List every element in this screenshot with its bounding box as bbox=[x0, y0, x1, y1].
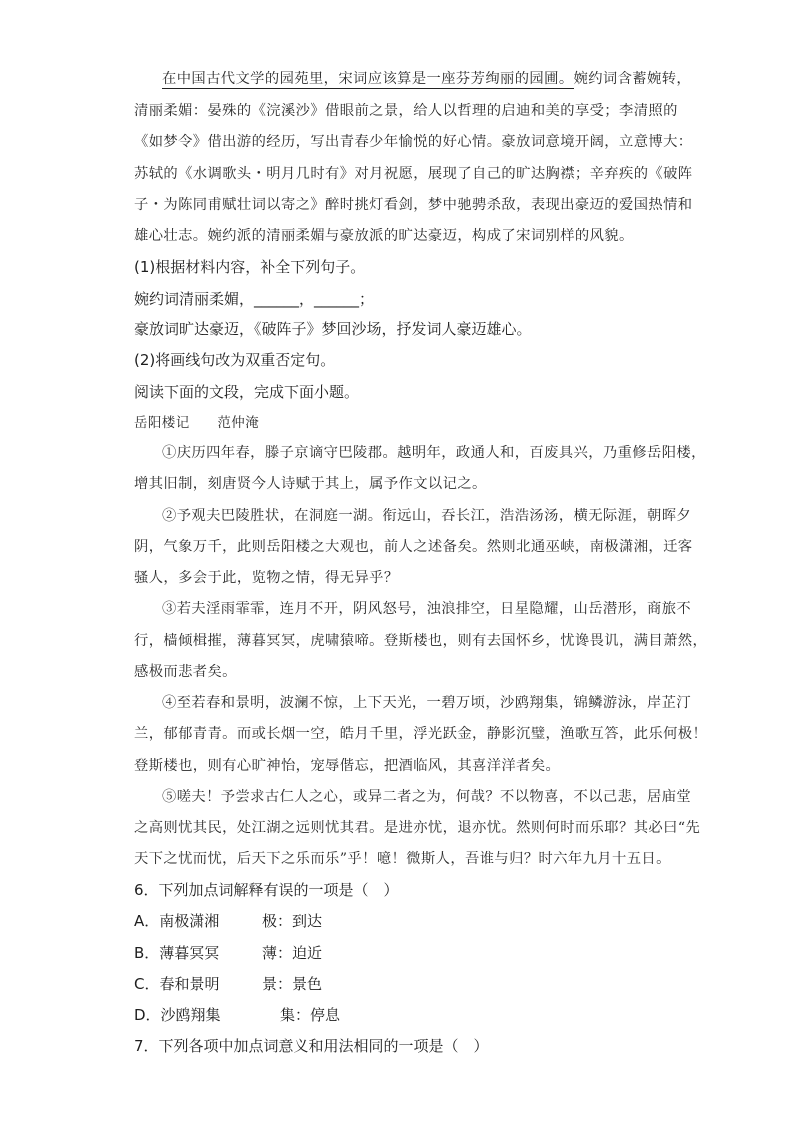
q6-option-b[interactable]: B．薄暮冥冥 薄：迫近 bbox=[134, 944, 323, 962]
passage-line: 骚人，多会于此，览物之情，得无异乎？ bbox=[134, 570, 399, 586]
q1-line-2: 豪放词旷达豪迈，《破阵子》梦回沙场，抒发词人豪迈雄心。 bbox=[134, 320, 532, 338]
passage-line: 阴，气象万千，此则岳阳楼之大观也，前人之述备矣。然则北通巫峡，南极潇湘，迁客 bbox=[134, 539, 693, 555]
passage-line: ③若夫淫雨霏霏，连月不开，阴风怒号，浊浪排空，日星隐耀，山岳潜形，商旅不 bbox=[162, 601, 692, 617]
intro-line-6: 雄心壮志。婉约派的清丽柔媚与豪放派的旷达豪迈，构成了宋词别样的风貌。 bbox=[134, 228, 634, 244]
intro-line-4: 苏轼的《水调歌头・明月几时有》对月祝愿，展现了自己的旷达胸襟；辛弃疾的《破阵 bbox=[134, 166, 693, 182]
reading-instruction: 阅读下面的文段，完成下面小题。 bbox=[134, 383, 360, 401]
q6-option-d[interactable]: D．沙鸥翔集 集：停息 bbox=[134, 1006, 341, 1024]
q6-option-c[interactable]: C．春和景明 景：景色 bbox=[134, 975, 323, 993]
passage-line: 行，樯倾楫摧，薄暮冥冥，虎啸猿啼。登斯楼也，则有去国怀乡，忧谗畏讥，满目萧然， bbox=[134, 633, 708, 649]
intro-line-1: 在中国古代文学的园苑里，宋词应该算是一座芬芳绚丽的园圃。婉约词含蓄婉转， bbox=[162, 71, 692, 87]
q6-stem: 6．下列加点词解释有误的一项是（ ） bbox=[134, 881, 399, 899]
passage-title: 岳阳楼记 范仲淹 bbox=[134, 415, 260, 431]
q1-line-1: 婉约词清丽柔媚，______，______； bbox=[134, 290, 375, 308]
underlined-sentence: 在中国古代文学的园苑里，宋词应该算是一座芬芳绚丽的园圃。 bbox=[162, 71, 574, 87]
intro-line-3: 《如梦令》借出游的经历，写出青春少年愉悦的好心情。豪放词意境开阔，立意博大： bbox=[134, 134, 693, 150]
intro-line-5: 子・为陈同甫赋壮词以寄之》醉时挑灯看剑，梦中驰骋杀敌，表现出豪迈的爱国热情和 bbox=[134, 197, 693, 213]
q7-stem: 7．下列各项中加点词意义和用法相同的一项是（ ） bbox=[134, 1037, 489, 1055]
q6-option-a[interactable]: A．南极潇湘 极：到达 bbox=[134, 912, 323, 930]
q2-prompt: (2)将画线句改为双重否定句。 bbox=[134, 351, 336, 369]
passage-line: 增其旧制，刻唐贤今人诗赋于其上，属予作文以记之。 bbox=[134, 476, 487, 492]
answer-blank-2[interactable]: ______ bbox=[314, 290, 360, 308]
q1-prompt: (1)根据材料内容，补全下列句子。 bbox=[134, 258, 366, 276]
passage-line: ②予观夫巴陵胜状，在洞庭一湖。衔远山，吞长江，浩浩汤汤，横无际涯，朝晖夕 bbox=[162, 508, 692, 524]
passage-line: 感极而悲者矣。 bbox=[134, 664, 237, 680]
intro-line-2: 清丽柔媚：晏殊的《浣溪沙》借眼前之景，给人以哲理的启迪和美的享受；李清照的 bbox=[134, 103, 678, 119]
passage-line: 之高则忧其民，处江湖之远则忧其君。是进亦忧，退亦忧。然则何时而乐耶？其必曰“先 bbox=[134, 820, 701, 836]
passage-line: ④至若春和景明，波澜不惊，上下天光，一碧万顷，沙鸥翔集，锦鳞游泳，岸芷汀 bbox=[162, 695, 692, 711]
passage-line: 登斯楼也，则有心旷神怡，宠辱偕忘，把酒临风，其喜洋洋者矣。 bbox=[134, 758, 561, 774]
passage-line: ①庆历四年春，滕子京谪守巴陵郡。越明年，政通人和，百废具兴，乃重修岳阳楼， bbox=[162, 445, 706, 461]
passage-line: ⑤嗟夫！予尝求古仁人之心，或异二者之为，何哉？不以物喜，不以己悲，居庙堂 bbox=[162, 789, 692, 805]
answer-blank-1[interactable]: ______ bbox=[254, 290, 300, 308]
passage-line: 兰，郁郁青青。而或长烟一空，皓月千里，浮光跃金，静影沉璧，渔歌互答，此乐何极！ bbox=[134, 726, 708, 742]
passage-line: 天下之忧而忧，后天下之乐而乐”乎！噫！微斯人，吾谁与归？时六年九月十五日。 bbox=[134, 851, 671, 867]
